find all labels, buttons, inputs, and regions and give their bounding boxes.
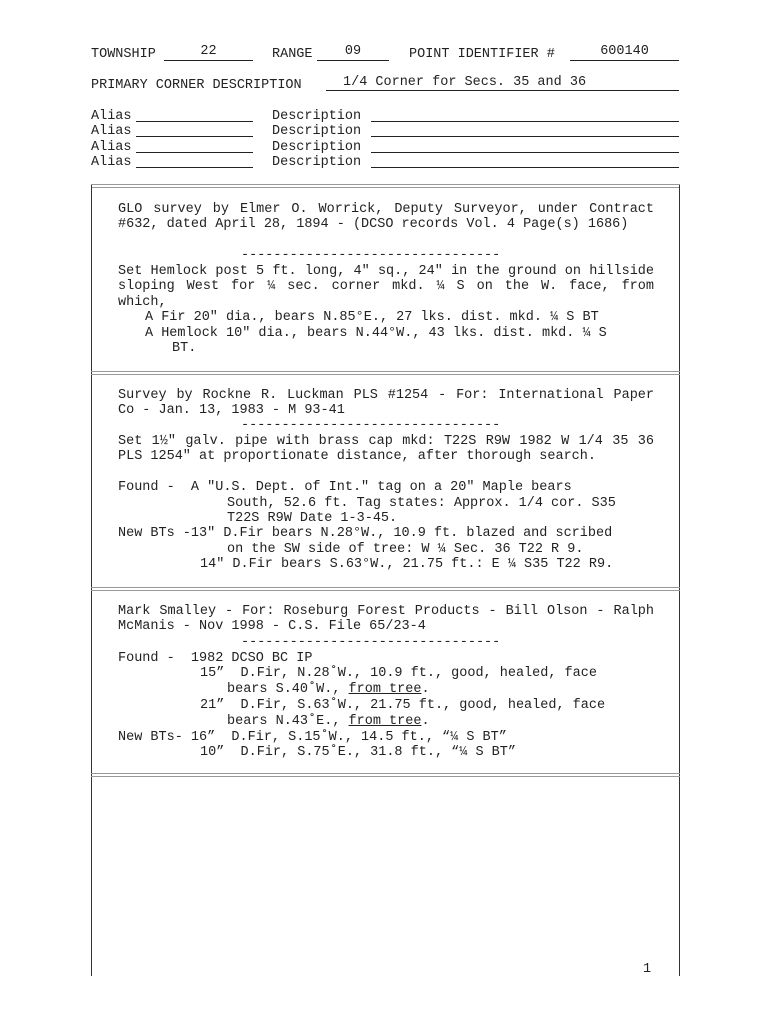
- entry-2-found: Found - A "U.S. Dept. of Int." tag on a 20" Maple bears: [118, 480, 572, 495]
- entry-3-bearing-tree-cont: [227, 682, 430, 697]
- entry-2-found-cont: T22S R9W Date 1-3-45.: [227, 511, 398, 526]
- entry-1-separator: --------------------------------: [241, 248, 501, 263]
- entry-3-new-bts: New BTs- 16” D.Fir, S.15˚W., 14.5 ft., “¼ S BT”: [118, 730, 507, 745]
- entry-2-new-bts-cont: 14" D.Fir bears S.63°W., 21.75 ft.: E ¼ S35 T22 R9.: [200, 557, 614, 572]
- alias-label: Alias: [91, 140, 132, 155]
- entry-3-bearing-tree-cont: [227, 714, 430, 729]
- entry-1-bearing-tree-cont: BT.: [172, 341, 197, 356]
- alias-label: Alias: [91, 109, 132, 124]
- alias-field: [136, 152, 253, 168]
- entry-3-period: .: [421, 682, 430, 697]
- range-label: RANGE: [272, 47, 313, 62]
- entry-1-bearing-tree: A Hemlock 10" dia., bears N.44°W., 43 lks. dist. mkd. ¼ S: [145, 326, 607, 341]
- box-right-border: [679, 185, 680, 976]
- point-identifier-value: 600140: [570, 45, 679, 61]
- box-top-rule: [91, 184, 680, 188]
- entry-3-from-tree: from tree: [348, 682, 422, 697]
- entry-2-intro: Survey by Rockne R. Luckman PLS #1254 - For: International Paper Co - Jan. 13, 1983 - M 93-41: [118, 388, 654, 419]
- description-field: [371, 152, 679, 168]
- primary-corner-label: PRIMARY CORNER DESCRIPTION: [91, 78, 302, 93]
- township-label: TOWNSHIP: [91, 47, 156, 62]
- entry-2-new-bts-cont: on the SW side of tree: W ¼ Sec. 36 T22 R 9.: [227, 542, 584, 557]
- page-number: 1: [643, 962, 652, 977]
- description-label: Description: [272, 155, 362, 170]
- entry-3-bearing-text: bears S.40˚W.,: [227, 682, 341, 697]
- description-field: [371, 137, 679, 153]
- entry-3-separator: --------------------------------: [241, 635, 501, 650]
- entry-3-bearing-text: bears N.43˚E.,: [227, 714, 341, 729]
- entry-3-intro: Mark Smalley - For: Roseburg Forest Products - Bill Olson - Ralph McManis - Nov 1998 - C.S. File 65/23-4: [118, 604, 654, 635]
- entry-2-separator: --------------------------------: [241, 418, 501, 433]
- entry-3-bearing-tree: 15” D.Fir, N.28˚W., 10.9 ft., good, healed, face: [200, 666, 597, 681]
- description-label: Description: [272, 140, 362, 155]
- description-field: [371, 106, 679, 122]
- township-value: 22: [164, 45, 253, 61]
- entry-2-found-cont: South, 52.6 ft. Tag states: Approx. 1/4 cor. S35: [227, 496, 616, 511]
- entry-1-body: Set Hemlock post 5 ft. long, 4" sq., 24" in the ground on hillside sloping West for ¼ sec. corner mkd. ¼ S on the W. face, from which,: [118, 264, 654, 310]
- entry-divider: [91, 371, 680, 375]
- entry-2-new-bts: New BTs -13" D.Fir bears N.28°W., 10.9 ft. blazed and scribed: [118, 526, 613, 541]
- primary-corner-value: 1/4 Corner for Secs. 35 and 36: [326, 76, 679, 91]
- alias-label: Alias: [91, 124, 132, 139]
- entry-3-bearing-tree: 21” D.Fir, S.63˚W., 21.75 ft., good, healed, face: [200, 698, 606, 713]
- description-field: [371, 121, 679, 137]
- alias-field: [136, 106, 253, 122]
- description-label: Description: [272, 109, 362, 124]
- alias-field: [136, 137, 253, 153]
- alias-label: Alias: [91, 155, 132, 170]
- description-label: Description: [272, 124, 362, 139]
- entry-3-new-bts-cont: 10” D.Fir, S.75˚E., 31.8 ft., “¼ S BT”: [200, 745, 516, 760]
- entry-1-intro: GLO survey by Elmer O. Worrick, Deputy Surveyor, under Contract #632, dated April 28, 1894 - (DCSO records Vol. 4 Page(s) 1686): [118, 202, 654, 233]
- entry-divider: [91, 773, 680, 777]
- entry-3-from-tree: from tree: [348, 714, 422, 729]
- alias-field: [136, 121, 253, 137]
- entry-3-period: .: [421, 714, 430, 729]
- range-value: 09: [317, 45, 389, 61]
- entry-3-found: Found - 1982 DCSO BC IP: [118, 651, 313, 666]
- entry-divider: [91, 587, 680, 591]
- box-left-border: [91, 185, 92, 976]
- point-identifier-label: POINT IDENTIFIER #: [409, 47, 555, 62]
- entry-2-body: Set 1½" galv. pipe with brass cap mkd: T22S R9W 1982 W 1/4 35 36 PLS 1254" at proportionate distance, after thorough search.: [118, 434, 654, 465]
- entry-1-bearing-tree: A Fir 20" dia., bears N.85°E., 27 lks. dist. mkd. ¼ S BT: [145, 310, 599, 325]
